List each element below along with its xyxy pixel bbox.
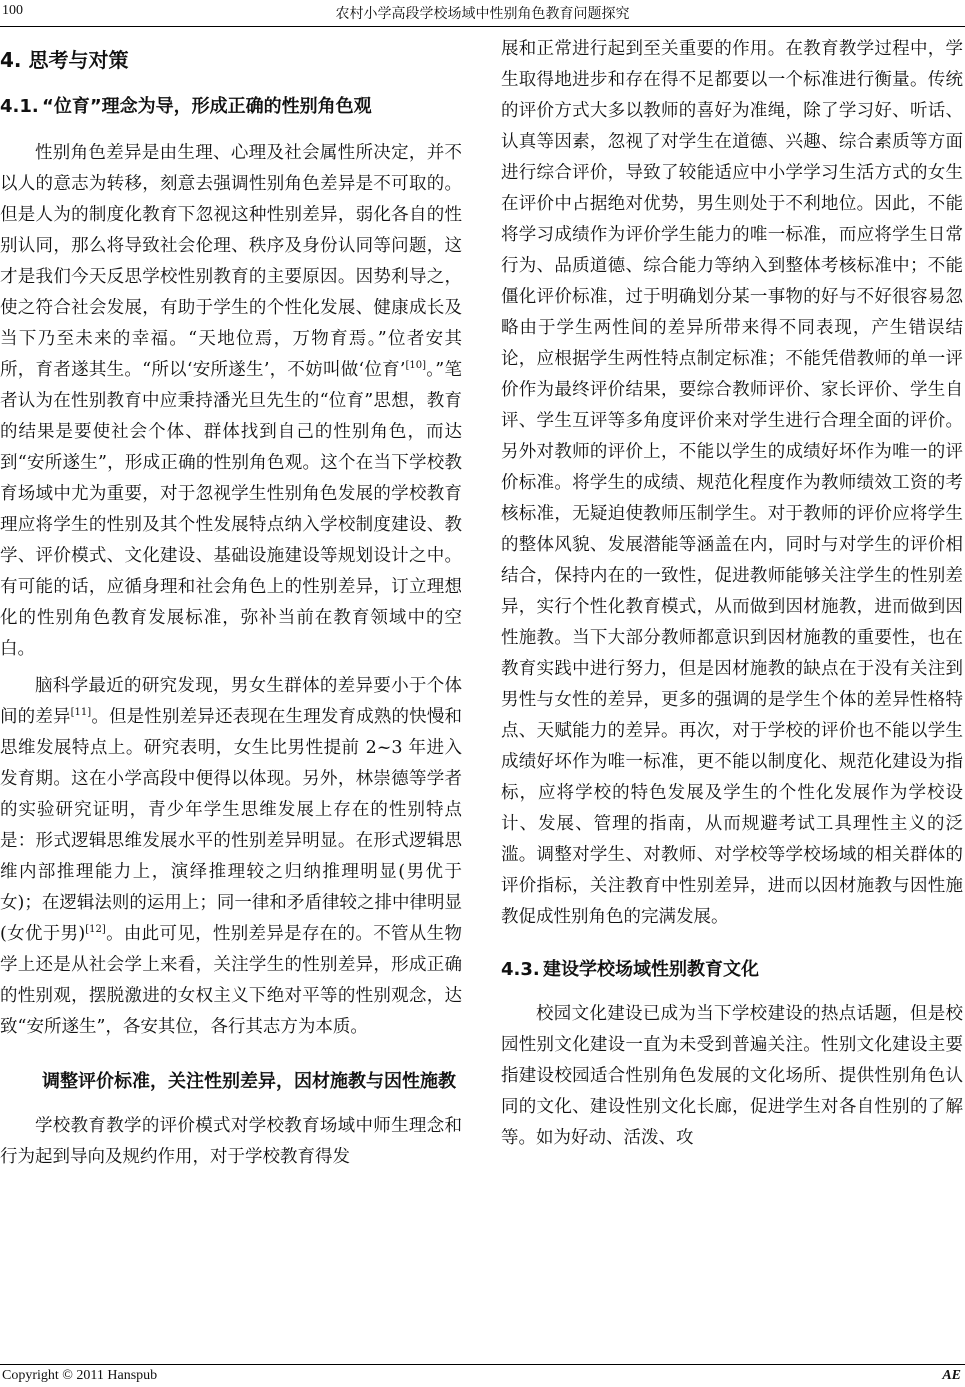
section-4-3-heading [501,955,963,985]
paragraph-weiyu [0,138,462,665]
paragraph-evaluation-start: 学校教育教学的评价模式对学校教育场域中师生理念和行为起到导向及规约作用，对于学校教育得发 [0,1116,462,1167]
section-4-2-title: 调整评价标准，关注性别差异，因材施教与因性施教 [42,1071,456,1092]
section-4-2-number [0,1067,42,1097]
paragraph-text: 。”笔者认为在性别教育中应秉持潘光旦先生的“位育”思想，教育的结果是要使社会个体、群体找到自己的性别角色，而达到“安所遂生”，形成正确的性别角色观。这个在当下学校教育场域中尤为重要，对于忽视学生性别角色发展的学校教育理应将学生的性别及其个性发展特点纳入学校制度建设、教学、评价模式、文化建设、基础设施建设等规划设计之中。有可能的话，应循身理和社会角色上的性别差异，订立理想化的性别角色教育发展标准，弥补当前在教育领域中的空白。 [0,360,462,659]
section-4-1-heading [0,92,462,122]
section-4-heading: 4. 思考与对策 [0,48,129,72]
section-4-3-number: 4.3. [501,959,540,980]
paragraph-text: 性别角色差异是由生理、心理及社会属性所决定，并不以人的意志为转移，刻意去强调性别角色差异是不可取的。但是人为的制度化教育下忽视这种性别差异，弱化各自的性别认同，那么将导致社会伦理、秩序及身份认同等问题，这才是我们今天反思学校性别教育的主要原因。因势利导之，使之符合社会发展，有助于学生的个性化发展、健康成长及当下乃至未来的幸福。“天地位焉，万物育焉。”位者安其所，育者遂其生。“所以‘安所遂生’，不妨叫做‘位育’ [0,143,462,380]
paragraph-brain-science [0,671,462,1043]
section-4-3-title: 建设学校场域性别教育文化 [543,959,759,980]
page-number: 100 [2,3,23,18]
section-4-1-number: 4.1. [0,96,39,117]
citation: [12] [85,924,106,936]
page-footer [0,1364,965,1387]
running-title: 农村小学高段学校场域中性别角色教育问题探究 [335,6,630,22]
paragraph-text: 。但是性别差异还表现在生理发育成熟的快慢和思维发展特点上。研究表明，女生比男性提前 2~3 年进入发育期。这在小学高段中便得以体现。另外，林崇德等学者的实验研究证明，青少年学生思维发展上存在的性别特点是：形式逻辑思维发展水平的性别差异明显。在形式逻辑思维内部推理能力上，演绎推理较之归纳推理明显(男优于女)；在逻辑法则的运用上；同一律和矛盾律较之排中律明显(女优于男) [0,707,463,944]
paragraph-campus-culture: 校园文化建设已成为当下学校建设的热点话题，但是校园性别文化建设一直为未受到普遍关注。性别文化建设主要指建设校园适合性别角色发展的文化场所、提供性别角色认同的文化、建设性别文化长廊，促进学生对各自性别的了解等。如为好动、活泼、攻 [501,1004,963,1148]
page-header [0,0,965,27]
paragraph-text: 脑科学最近的研究发现，男女生群体的差异要小于个体间的差异 [0,676,462,727]
section-4-2-heading [0,1067,462,1097]
paragraph-text: 。由此可见，性别差异是存在的。不管从生物学上还是从社会学上来看，关注学生的性别差异，形成正确的性别观，摆脱激进的女权主义下绝对平等的性别观念，达致“安所遂生”，各安其位，各行其志方为本质。 [0,924,462,1037]
right-column [501,34,963,1154]
citation: [10] [405,360,426,372]
section-4-1-title: “位育”理念为导，形成正确的性别角色观 [42,96,372,117]
citation: [11] [70,707,92,719]
copyright-notice: Copyright © 2011 Hanspub [2,1368,158,1383]
paragraph-evaluation-continued: 展和正常进行起到至关重要的作用。在教育教学过程中，学生取得地进步和存在得不足都要以一个标准进行衡量。传统的评价方式大多以教师的喜好为准绳，除了学习好、听话、认真等因素，忽视了对学生在道德、兴趣、综合素质等方面进行综合评价，导致了较能适应中小学学习生活方式的女生在评价中占据绝对优势，男生则处于不利地位。因此，不能将学习成绩作为评价学生能力的唯一标准，而应将学生日常行为、品质道德、综合能力等纳入到整体考核标准中；不能僵化评价标准，过于明确划分某一事物的好与不好很容易忽略由于学生两性间的差异所带来得不同表现，产生错误结论，应根据学生两性特点制定标准；不能凭借教师的单一评价作为最终评价结果，要综合教师评价、家长评价、学生自评、学生互评等多角度评价来对学生进行合理全面的评价。另外对教师的评价上，不能以学生的成绩好坏作为唯一的评价标准。将学生的成绩、规范化程度作为教师绩效工资的考核标准，无疑迫使教师压制学生。对于教师的评价应将学生的整体风貌、发展潜能等涵盖在内，同时与对学生的评价相结合，保持内在的一致性，促进教师能够关注学生的性别差异，实行个性化教育模式，从而做到因材施教，进而做到因性施教。当下大部分教师都意识到因材施教的重要性，也在教育实践中进行努力，但是因材施教的缺点在于没有关注到男性与女性的差异，更多的强调的是学生个体的差异性格特点、天赋能力的差异。再次，对于学校的评价也不能以学生成绩好坏作为唯一标准，更不能以制度化、规范化建设为指标，应将学校的特色发展及学生的个性化发展作为学校设计、发展、管理的指南，从而规避考试工具理性主义的泛滥。调整对学生、对教师、对学校等学校场域的相关群体的评价指标，关注教育中性别差异，进而以因材施教与因性施教促成性别角色的完满发展。 [501,39,963,927]
left-column [0,34,462,1173]
journal-brand: AE [942,1368,961,1383]
